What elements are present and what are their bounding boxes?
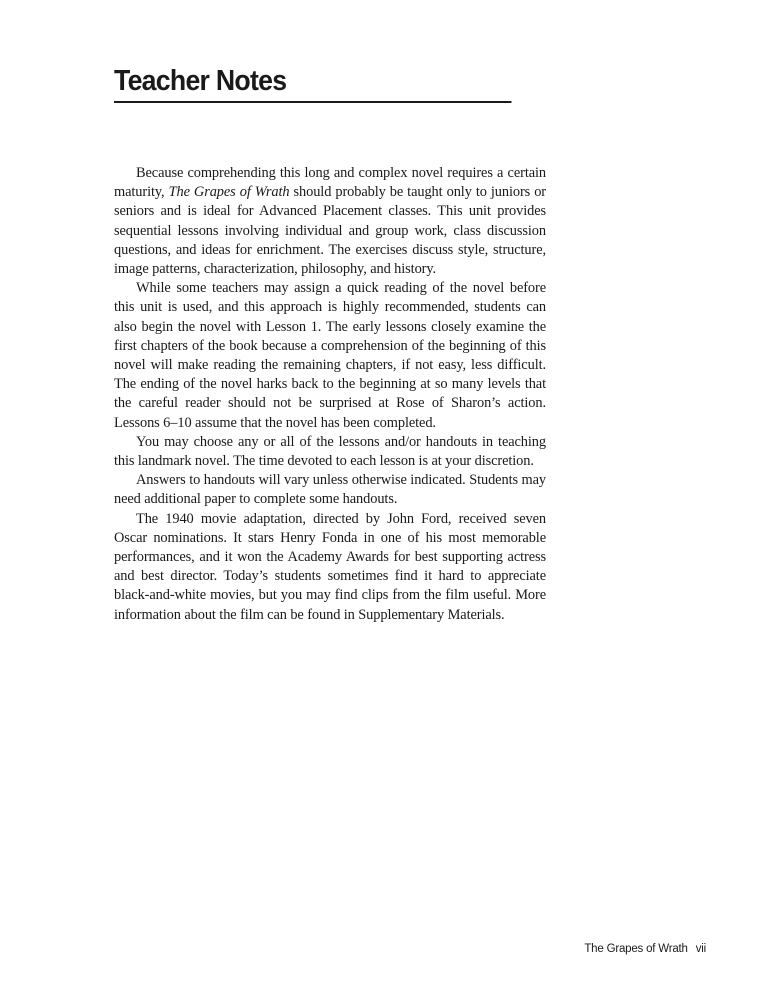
- footer-book-title: The Grapes of Wrath: [584, 943, 688, 955]
- paragraph-intro-end: should probably be taught only to juniors or seniors and is ideal for Advanced Placement classes. This unit provides sequential lessons involving individual and group work, class discussion questions, and ideas for enrichment. The exercises discuss style, structure, image patterns, characterization, philosophy, and history.: [114, 184, 546, 278]
- page-title: Teacher Notes: [114, 62, 511, 103]
- paragraph-intro-start: Because comprehending this long and complex novel requires a certain maturity,: [114, 165, 546, 201]
- body-text: [114, 164, 546, 625]
- paragraph-movie: The 1940 movie adaptation, directed by John Ford, received seven Oscar nominations. It stars Henry Fonda in one of his most memorable performances, and it won the Academy Awards for best supporting actress and best director. Today’s students sometimes find it hard to appreciate black-and-white movies, but you may find clips from the film useful. More information about the film can be found in Supplementary Materials.: [114, 510, 546, 623]
- paragraph-answers: Answers to handouts will vary unless otherwise indicated. Students may need additional paper to complete some handouts.: [114, 472, 546, 508]
- page-footer: [584, 943, 706, 955]
- paragraph-reading-approach: While some teachers may assign a quick reading of the novel before this unit is used, and this approach is highly recommended, students can also begin the novel with Lesson 1. The early lessons closely examine the first chapters of the book because a comprehension of the beginning of this novel will make reading the remaining chapters, if not easy, less difficult. The ending of the novel harks back to the beginning at so many levels that the careful reader should not be surprised at Rose of Sharon’s action. Lessons 6–10 assume that the novel has been completed.: [114, 280, 546, 431]
- page-number: vii: [695, 943, 706, 955]
- book-title-italic: The Grapes of Wrath: [168, 184, 290, 201]
- paragraph-intro: [114, 164, 546, 279]
- paragraph-lesson-choice: You may choose any or all of the lessons and/or handouts in teaching this landmark novel. The time devoted to each lesson is at your discretion.: [114, 433, 546, 470]
